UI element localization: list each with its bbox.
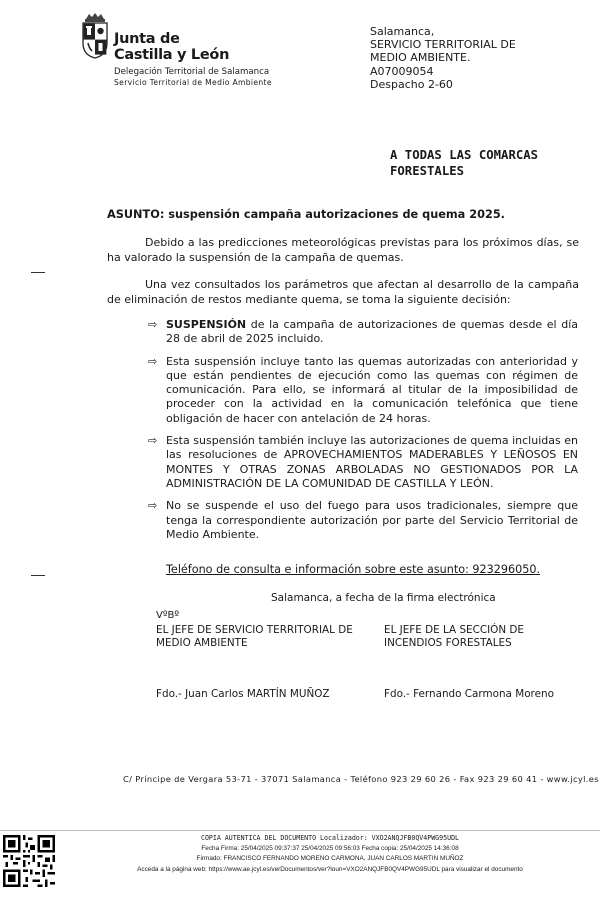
body-paragraph: Debido a las predicciones meteorológicas previstas para los próximos días, se ha valorado la suspensión de la campaña de quemas. bbox=[107, 236, 579, 264]
signer-name: Fdo.- Fernando Carmona Moreno bbox=[384, 688, 554, 700]
address-line: SERVICIO TERRITORIAL DE MEDIO AMBIENTE. bbox=[370, 38, 516, 65]
address-line: Despacho 2-60 bbox=[370, 77, 453, 91]
delegation-name: Delegación Territorial de Salamanca bbox=[114, 67, 270, 77]
list-item bbox=[148, 355, 578, 426]
coat-of-arms-logo bbox=[80, 13, 110, 59]
verification-url[interactable]: Acceda a la página web: https://www.ae.jcyl.es/verDocumentos/ver?loun=VXO2ANQJFB0QV4PWG95UDL para visualizar el documento bbox=[137, 866, 523, 873]
item-text: No se suspende el uso del fuego para usos tradicionales, siempre que tenga la correspondiente autorización por parte del Servicio Territorial de Medio Ambiente. bbox=[166, 499, 578, 541]
address-line: Salamanca, bbox=[370, 25, 435, 38]
list-item bbox=[148, 318, 578, 347]
recipient: A TODAS LAS COMARCAS FORESTALES bbox=[390, 148, 539, 178]
service-name: Servicio Territorial de Medio Ambiente bbox=[114, 78, 272, 87]
list-item bbox=[148, 434, 578, 491]
qr-code-icon bbox=[3, 835, 55, 887]
address-line: A07009054 bbox=[370, 64, 434, 78]
approval-mark: VºBº bbox=[156, 610, 180, 621]
arrow-bullet-icon: ⇨ bbox=[148, 434, 158, 448]
verification-locator: COPIA AUTENTICA DEL DOCUMENTO Localizador: VXO2ANQJFB0QV4PWG95UDL bbox=[200, 834, 460, 842]
subject-line: ASUNTO: suspensión campaña autorizaciones de quema 2025. bbox=[107, 208, 505, 221]
arrow-bullet-icon: ⇨ bbox=[148, 354, 158, 368]
signer-name: Fdo.- Juan Carlos MARTÍN MUÑOZ bbox=[156, 688, 330, 700]
logo-line2: Castilla y León bbox=[114, 46, 230, 63]
signature-date: Salamanca, a fecha de la firma electrónica bbox=[271, 592, 496, 604]
verification-dates: Fecha Firma: 25/04/2025 09:37:37 25/04/2025 09:56:03 Fecha copia: 25/04/2025 14:36:08 bbox=[201, 845, 459, 852]
sender-address bbox=[370, 25, 550, 91]
logo-line1: Junta de bbox=[114, 31, 180, 47]
signer-title: EL JEFE DE LA SECCIÓN DE INCENDIOS FORESTALES bbox=[384, 624, 524, 649]
arrow-bullet-icon: ⇨ bbox=[148, 318, 158, 331]
contact-phone: Teléfono de consulta e información sobre este asunto: 923296050. bbox=[166, 563, 541, 576]
list-item bbox=[148, 499, 578, 542]
footer-address: C/ Príncipe de Vergara 53-71 - 37071 Salamanca - Teléfono 923 29 60 26 - Fax 923 29 60 41 - www.jcyl.es bbox=[123, 774, 599, 784]
divider bbox=[0, 830, 600, 831]
arrow-bullet-icon: ⇨ bbox=[148, 499, 158, 513]
decision-list bbox=[148, 318, 578, 550]
fold-mark bbox=[31, 272, 45, 273]
fold-mark bbox=[31, 575, 45, 576]
item-text: de la campaña de autorizaciones de quemas desde el día 28 de abril de 2025 incluido. bbox=[166, 318, 578, 346]
signer-title: EL JEFE DE SERVICIO TERRITORIAL DE MEDIO AMBIENTE bbox=[156, 624, 353, 649]
item-bold: SUSPENSIÓN bbox=[166, 318, 247, 331]
verification-signers: Firmado: FRANCISCO FERNANDO MORENO CARMONA, JUAN CARLOS MARTIN MUÑOZ bbox=[196, 855, 464, 862]
logo-wordmark bbox=[114, 32, 229, 63]
item-text: Esta suspensión incluye tanto las quemas autorizadas con anterioridad y que están pendientes de ejecución como las quemas con régimen de comunicación. Para ello, se informará al titular de la imposibilidad de proceder con la actividad en la comunicación telefónica que tiene obligación de hacer con antelación de 24 horas. bbox=[166, 354, 578, 425]
body-paragraph: Una vez consultados los parámetros que afectan al desarrollo de la campaña de eliminación de restos mediante quema, se toma la siguiente decisión: bbox=[107, 278, 579, 306]
item-text: Esta suspensión también incluye las autorizaciones de quema incluidas en las resoluciones de APROVECHAMIENTOS MADERABLES Y LEÑOSOS EN MONTES Y OTRAS ZONAS ARBOLADAS NO GESTIONADOS POR LA ADMINISTRACIÓN DE LA COMUNIDAD DE CASTILLA Y LEÓN. bbox=[166, 434, 578, 490]
